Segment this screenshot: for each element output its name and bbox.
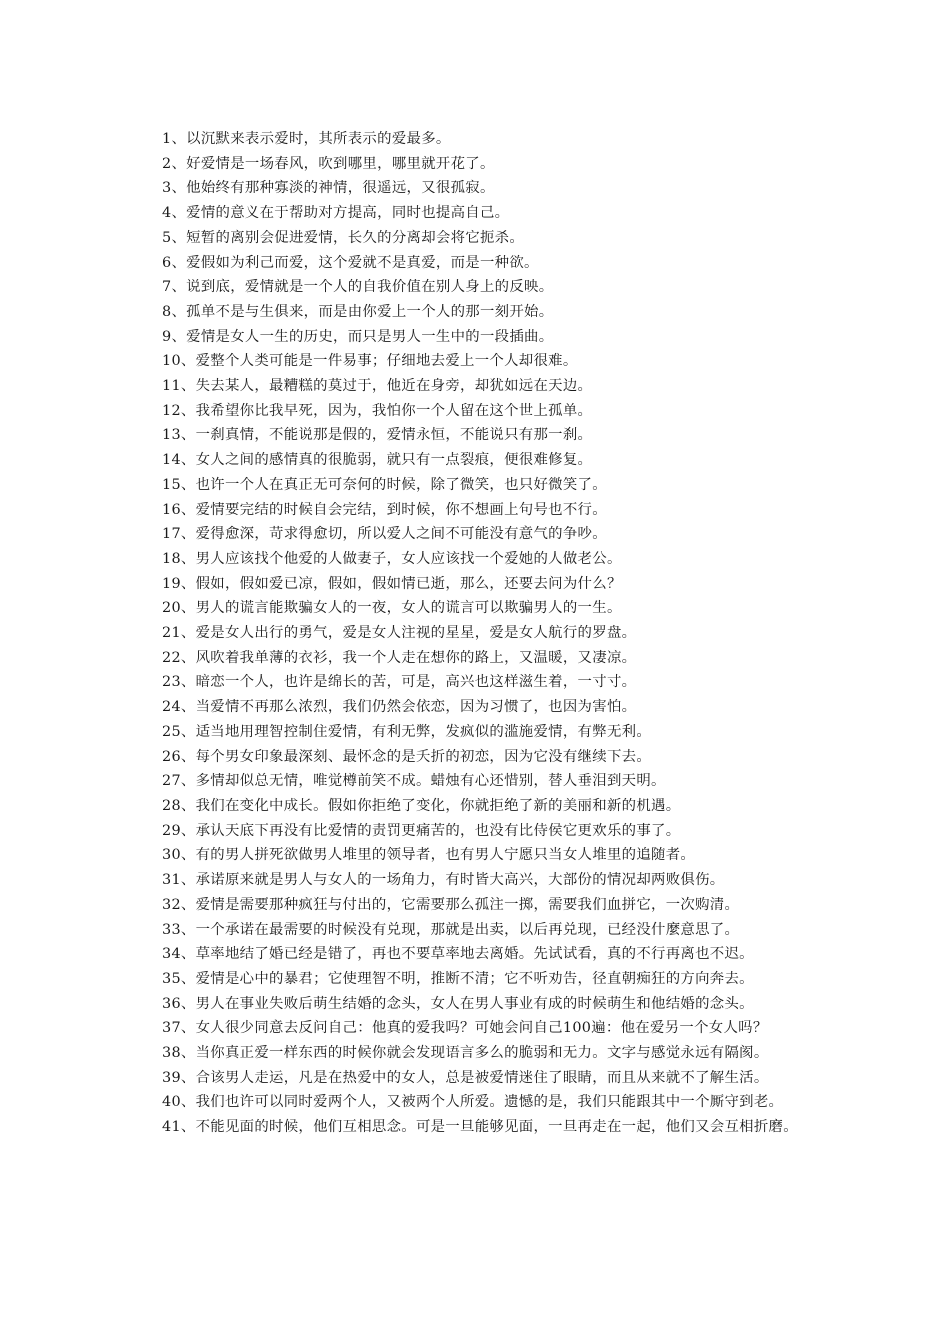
quote-line-27: 27、多情却似总无情，唯觉樽前笑不成。蜡烛有心还惜别，替人垂泪到天明。	[162, 773, 666, 790]
quote-line-40: 40、我们也许可以同时爱两个人，又被两个人所爱。遗憾的是，我们只能跟其中一个厮守到老。	[162, 1094, 784, 1111]
quote-line-15: 15、也许一个人在真正无可奈何的时候，除了微笑，也只好微笑了。	[162, 476, 607, 493]
quote-line-12: 12、我希望你比我早死，因为，我怕你一个人留在这个世上孤单。	[162, 402, 593, 419]
quote-line-28: 28、我们在变化中成长。假如你拒绝了变化，你就拒绝了新的美丽和新的机遇。	[162, 797, 681, 814]
quote-line-9: 9、爱情是女人一生的历史，而只是男人一生中的一段插曲。	[162, 328, 554, 345]
quote-line-5: 5、短暂的离别会促进爱情，长久的分离却会将它扼杀。	[162, 229, 525, 246]
quote-line-11: 11、失去某人，最糟糕的莫过于，他近在身旁，却犹如远在天边。	[162, 378, 593, 395]
quote-line-39: 39、合该男人走运，凡是在热爱中的女人，总是被爱情迷住了眼睛，而且从来就不了解生活。	[162, 1069, 769, 1086]
quote-line-34: 34、草率地结了婚已经是错了，再也不要草率地去离婚。先试试看，真的不行再离也不迟。	[162, 946, 754, 963]
quote-line-21: 21、爱是女人出行的勇气，爱是女人注视的星星，爱是女人航行的罗盘。	[162, 625, 637, 642]
quote-line-7: 7、说到底，爱情就是一个人的自我价值在别人身上的反映。	[162, 279, 554, 296]
quote-line-41: 41、不能见面的时候，他们互相思念。可是一旦能够见面，一旦再走在一起，他们又会互相折磨。	[162, 1119, 798, 1136]
quote-line-18: 18、男人应该找个他爱的人做妻子，女人应该找一个爱她的人做老公。	[162, 550, 622, 567]
quote-line-33: 33、一个承诺在最需要的时候没有兑现，那就是出卖，以后再兑现，已经没什麼意思了。	[162, 921, 740, 938]
quote-line-1: 1、以沉默来表示爱时，其所表示的爱最多。	[162, 131, 451, 147]
quote-line-16: 16、爱情要完结的时候自会完结，到时候，你不想画上句号也不行。	[162, 501, 607, 518]
quote-line-17: 17、爱得愈深，苛求得愈切，所以爱人之间不可能没有意气的争吵。	[162, 526, 607, 543]
quote-line-29: 29、承认天底下再没有比爱情的责罚更痛苦的，也没有比侍侯它更欢乐的事了。	[162, 822, 681, 839]
quote-list	[143, 127, 815, 1140]
quote-line-24: 24、当爱情不再那么浓烈，我们仍然会依恋，因为习惯了，也因为害怕。	[162, 699, 637, 716]
quote-line-23: 23、暗恋一个人，也许是绵长的苦，可是，高兴也这样滋生着，一寸寸。	[162, 674, 637, 691]
quote-line-19: 19、假如，假如爱已凉，假如，假如情已逝，那么，还要去问为什么？	[162, 575, 622, 592]
quote-line-25: 25、适当地用理智控制住爱情，有利无弊，发疯似的滥施爱情，有弊无利。	[162, 723, 652, 740]
quote-line-38: 38、当你真正爱一样东西的时候你就会发现语言多么的脆弱和无力。文字与感觉永远有隔阂。	[162, 1045, 769, 1062]
quote-line-3: 3、他始终有那种寡淡的神情，很遥远，又很孤寂。	[162, 180, 495, 197]
quote-line-2: 2、好爱情是一场春风，吹到哪里，哪里就开花了。	[162, 155, 495, 172]
quote-line-20: 20、男人的谎言能欺骗女人的一夜，女人的谎言可以欺骗男人的一生。	[162, 600, 622, 617]
quote-line-35: 35、爱情是心中的暴君；它使理智不明，推断不清；它不听劝告，径直朝痴狂的方向奔去。	[162, 970, 754, 987]
quote-line-10: 10、爱整个人类可能是一件易事；仔细地去爱上一个人却很难。	[162, 353, 578, 370]
quote-line-30: 30、有的男人拼死欲做男人堆里的领导者，也有男人宁愿只当女人堆里的追随者。	[162, 847, 696, 864]
quote-line-8: 8、孤单不是与生俱来，而是由你爱上一个人的那一刻开始。	[162, 303, 554, 320]
quote-line-22: 22、风吹着我单薄的衣衫，我一个人走在想你的路上，又温暖，又凄凉。	[162, 649, 637, 666]
quote-line-36: 36、男人在事业失败后萌生结婚的念头，女人在男人事业有成的时候萌生和他结婚的念头。	[162, 995, 754, 1012]
quote-line-26: 26、每个男女印象最深刻、最怀念的是夭折的初恋，因为它没有继续下去。	[162, 748, 652, 765]
quote-line-4: 4、爱情的意义在于帮助对方提高，同时也提高自己。	[162, 205, 510, 222]
quote-line-6: 6、爱假如为利己而爱，这个爱就不是真爱，而是一种欲。	[162, 254, 539, 271]
quote-line-31: 31、承诺原来就是男人与女人的一场角力，有时皆大高兴，大部份的情况却两败俱伤。	[162, 872, 725, 889]
quote-line-32: 32、爱情是需要那种疯狂与付出的，它需要那么孤注一掷，需要我们血拼它，一次购清。	[162, 896, 740, 913]
quote-line-14: 14、女人之间的感情真的很脆弱，就只有一点裂痕，便很难修复。	[162, 452, 593, 469]
quote-line-13: 13、一刹真情，不能说那是假的，爱情永恒，不能说只有那一刹。	[162, 427, 593, 444]
quote-line-37: 37、女人很少同意去反问自己：他真的爱我吗？可她会问自己100遍：他在爱另一个女人吗？	[162, 1020, 768, 1037]
